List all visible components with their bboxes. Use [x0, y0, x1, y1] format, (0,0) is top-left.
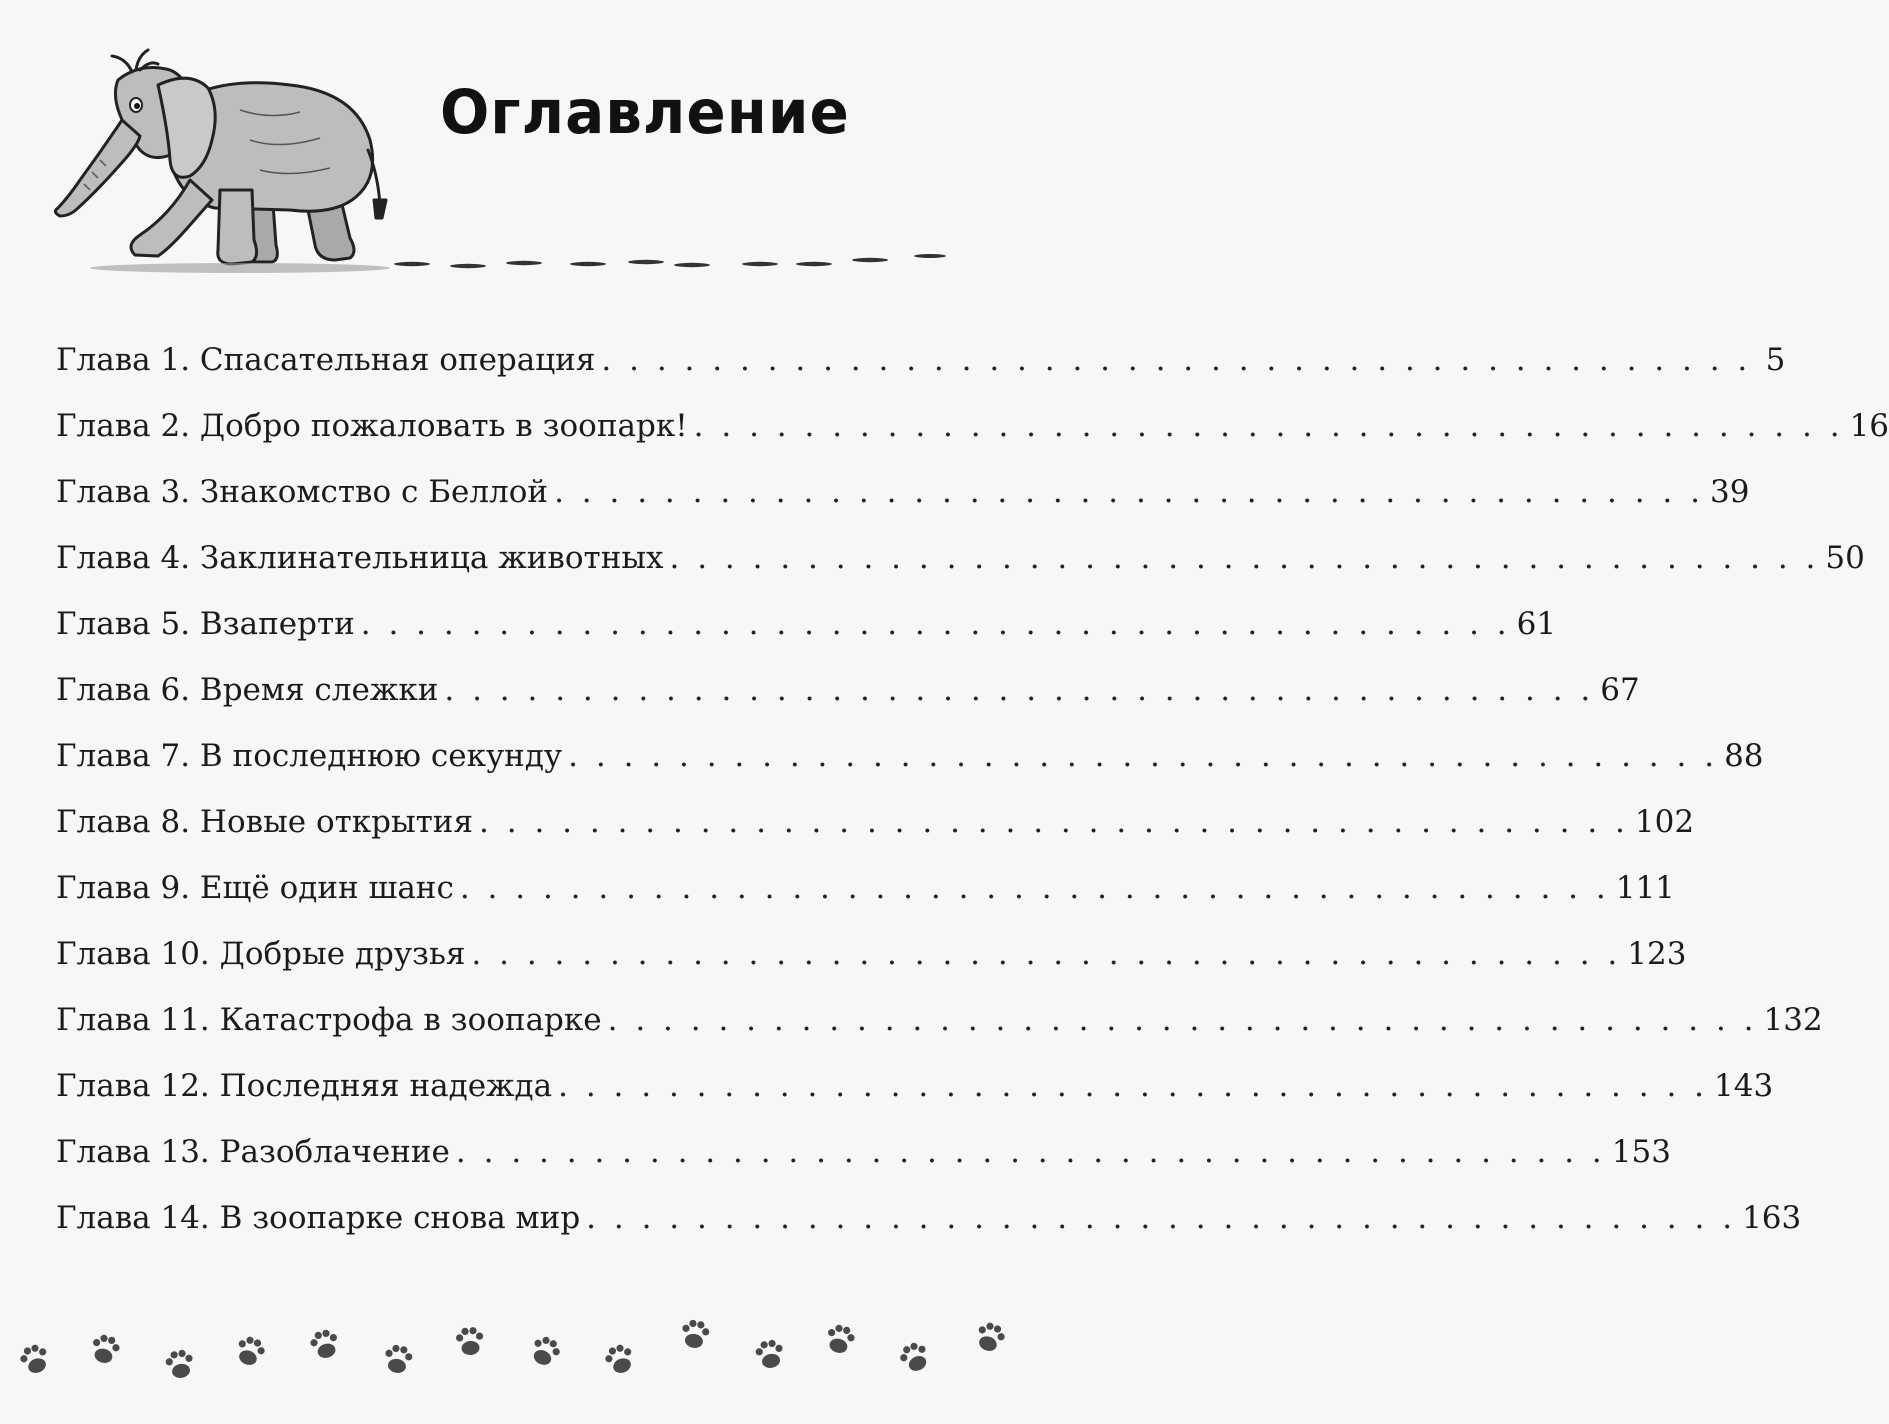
page-title: Оглавление	[440, 76, 850, 148]
chapter-title: Глава 13. Разоблачение	[56, 1134, 450, 1170]
chapter-title: Глава 3. Знакомство с Беллой	[56, 474, 549, 510]
paw-print-icon	[88, 1332, 121, 1366]
page-number: 143	[1714, 1068, 1774, 1104]
toc-entry-3[interactable]	[56, 472, 1750, 538]
page-number: 88	[1724, 738, 1764, 774]
page-number: 153	[1611, 1134, 1671, 1170]
page-number: 123	[1627, 936, 1687, 972]
paw-print-icon	[754, 1338, 786, 1370]
toc-entry-4[interactable]	[56, 538, 1865, 604]
toc-entry-11[interactable]	[56, 1000, 1823, 1066]
page-number: 163	[1742, 1200, 1802, 1236]
paw-print-icon	[308, 1327, 341, 1361]
chapter-title: Глава 1. Спасательная операция	[56, 342, 596, 378]
toc-entry-2[interactable]	[56, 406, 1889, 472]
dot-leader: . . . . . . . . . . . . . . . . . . . . . . . . . . . . . . . . . . . . . . . . . .	[554, 474, 1704, 510]
footprint-trail	[400, 250, 940, 274]
toc-entry-7[interactable]	[56, 736, 1764, 802]
chapter-title: Глава 2. Добро пожаловать в зоопарк!	[56, 408, 688, 444]
toc-entry-10[interactable]	[56, 934, 1687, 1000]
dot-leader: . . . . . . . . . . . . . . . . . . . . . . . . . . . . . . . . . . . . . . . . . .	[558, 1068, 1709, 1104]
paw-print-icon	[823, 1322, 856, 1356]
page-number: 61	[1516, 606, 1557, 642]
chapter-title: Глава 8. Новые открытия	[56, 804, 474, 840]
elephant-illustration	[40, 40, 420, 280]
dot-leader: . . . . . . . . . . . . . . . . . . . . . . . . . . . . . . . . . . . . . . . . . .	[601, 342, 1752, 378]
dot-leader: . . . . . . . . . . . . . . . . . . . . . . . . . . . . . . . . . . . . . . . . . .	[586, 1200, 1737, 1236]
table-of-contents	[56, 340, 1889, 1264]
paw-print-icon	[382, 1343, 414, 1375]
chapter-title: Глава 14. В зоопарке снова мир	[56, 1200, 581, 1236]
page-number: 67	[1600, 672, 1640, 708]
toc-entry-5[interactable]	[56, 604, 1557, 670]
chapter-title: Глава 5. Взаперти	[56, 606, 355, 642]
paw-print-icon	[602, 1342, 637, 1377]
chapter-title: Глава 6. Время слежки	[56, 672, 439, 708]
dot-leader: . . . . . . . . . . . . . . . . . . . . . . . . . . . . . . . . . . . . . . . . . .	[444, 672, 1595, 708]
chapter-title: Глава 10. Добрые друзья	[56, 936, 466, 972]
page-number: 132	[1763, 1002, 1823, 1038]
paw-print-icon	[973, 1320, 1008, 1355]
toc-entry-8[interactable]	[56, 802, 1695, 868]
toc-entry-14[interactable]	[56, 1198, 1802, 1264]
paw-prints-decoration	[0, 1310, 1035, 1420]
paw-print-icon	[455, 1326, 485, 1356]
dot-leader: . . . . . . . . . . . . . . . . . . . . . . . . . . . . . . . . . . . . . . . . . .	[568, 738, 1719, 774]
page-number: 102	[1634, 804, 1695, 840]
dot-leader: . . . . . . . . . . . . . . . . . . . . . . . . . . . . . . . . . . . . . . . . . .	[607, 1002, 1758, 1038]
chapter-title: Глава 11. Катастрофа в зоопарке	[56, 1002, 602, 1038]
dot-leader: . . . . . . . . . . . . . . . . . . . . . . . . . . . . . . . . . . . . . . . . . .	[360, 606, 1511, 642]
chapter-title: Глава 12. Последняя надежда	[56, 1068, 553, 1104]
paw-print-icon	[679, 1318, 711, 1350]
paw-print-icon	[897, 1339, 933, 1376]
dot-leader: . . . . . . . . . . . . . . . . . . . . . . . . . . . . . . . . . . . . . . . . . .	[459, 870, 1610, 906]
chapter-title: Глава 4. Заклинательница животных	[56, 540, 664, 576]
chapter-title: Глава 7. В последнюю секунду	[56, 738, 563, 774]
toc-entry-13[interactable]	[56, 1132, 1671, 1198]
dot-leader: . . . . . . . . . . . . . . . . . . . . . . . . . . . . . . . . . . . . . . . . . .	[455, 1134, 1606, 1170]
paw-print-icon	[527, 1333, 563, 1370]
page-number: 111	[1615, 870, 1675, 906]
toc-entry-9[interactable]	[56, 868, 1675, 934]
page-number: 5	[1765, 342, 1786, 378]
dot-leader: . . . . . . . . . . . . . . . . . . . . . . . . . . . . . . . . . . . . . . . . . .	[471, 936, 1622, 972]
dot-leader: . . . . . . . . . . . . . . . . . . . . . . . . . . . . . . . . . . . . . . . . . .	[479, 804, 1629, 840]
paw-print-icon	[164, 1348, 196, 1380]
page-number: 50	[1825, 540, 1865, 576]
toc-entry-1[interactable]	[56, 340, 1786, 406]
chapter-title: Глава 9. Ещё один шанс	[56, 870, 454, 906]
page-number: 39	[1709, 474, 1750, 510]
dot-leader: . . . . . . . . . . . . . . . . . . . . . . . . . . . . . . . . . . . . . . . . . .	[669, 540, 1820, 576]
page-number: 16	[1849, 408, 1889, 444]
paw-print-icon	[233, 1334, 268, 1369]
dot-leader: . . . . . . . . . . . . . . . . . . . . . . . . . . . . . . . . . . . . . . . . . .	[693, 408, 1844, 444]
toc-entry-6[interactable]	[56, 670, 1640, 736]
paw-print-icon	[17, 1342, 52, 1377]
toc-entry-12[interactable]	[56, 1066, 1774, 1132]
